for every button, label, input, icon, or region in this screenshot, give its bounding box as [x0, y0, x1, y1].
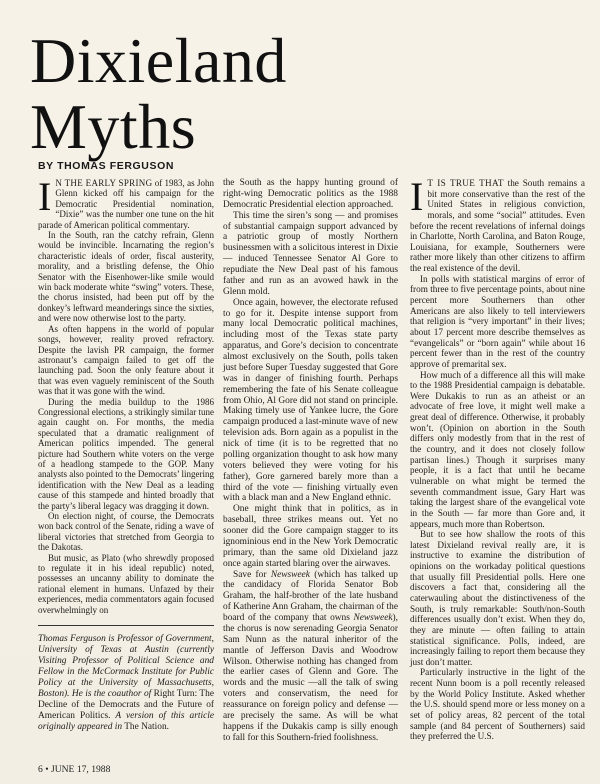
paragraph-text: the South remains a bit more conservative than the rest of the United States in religious conviction, morals, and some “social” attitudes. Even before the recent revelations of infernal doings in Charlotte, North Carolina, and Baton Rouge, Louisiana, for example, Southerners were rather more likely than other citizens to affirm the real existence of the devil.	[410, 178, 585, 274]
paragraph: Particularly instructive in the light of the recent Nunn boom is a poll recently released by the World Policy Institute. Asked whether the U.S. should spend more or less money on a set of policy areas, 82 percent of the total sample (and 84 percent of Southerners) said they preferred the U.S.	[410, 667, 585, 742]
page-number: 6	[38, 764, 43, 775]
book-title: Right Turn: The Decline of the Democrats and the Future of American Politics.	[38, 689, 214, 722]
paragraph-text: of 1983, as John Glenn kicked off his campaign for the Democratic Presidential nomination, “Dixie” was the number one tune on the hit parade of American political commentary.	[38, 178, 214, 230]
publication-name: The Nation.	[122, 722, 169, 733]
title-line-2: Myths	[30, 91, 197, 162]
paragraph: But to see how shallow the roots of this latest Dixieland revival really are, it is instructive to examine the distribution of opinions on the workaday political questions that usually fill Presidential polls. Here one discovers a fact that, considering all the caterwauling about the distinctiveness of the South, is truly remarkable: South/non-South differences usually don’t exist. When they do, they are minute — often failing to attain statistical significance. Polls, indeed, are increasingly failing to report them because they just don’t matter.	[410, 529, 586, 667]
paragraph	[410, 174, 585, 274]
paragraph: During the media buildup to the 1986 Congressional elections, a strikingly similar tune again caught on. For months, the media speculated that a dramatic realignment of American politics impended. The general picture had Southern white voters on the verge of a headlong stampede to the GOP. Many analysts also pointed to the Democrats’ lingering identification with the New Deal as a leading cause of this stampede and hinted broadly that the party’s liberal legacy was dragging it down.	[38, 396, 214, 511]
paragraph: the South as the happy hunting ground of right-wing Democratic politics as the 1988 Democratic Presidential election approached.	[223, 178, 398, 210]
drop-cap: I	[410, 174, 424, 219]
lead-in: N THE EARLY SPRING	[55, 178, 153, 188]
drop-cap: I	[38, 174, 52, 219]
paragraph: How much of a difference all this will make to the 1988 Presidential campaign is debatable. Were Dukakis to run as an atheist or an advocate of free love, it might well make a great deal of difference. Otherwise, it probably won’t. (Opinion on abortion in the South differs only modestly from that in the rest of the country, and it does not closely follow partisan lines.) Though it surprises many people, it is a fact that until he became vulnerable on what might be termed the seventh commandment issue, Gary Hart was taking the largest share of the evangelical vote in the South — far more than Gore and, it appears, much more than Robertson.	[410, 369, 585, 529]
paragraph: On election night, of course, the Democrats won back control of the Senate, riding a wave of liberal victories that stretched from Georgia to the Dakotas.	[38, 511, 214, 553]
paragraph	[223, 570, 398, 744]
paragraph-text: (which has talked up the candidacy of Florida Senator Bob Graham, the half-brother of the late husband of Katherine Ann Graham, the chairman of the board of the company that owns	[223, 569, 398, 623]
article-title	[30, 25, 287, 162]
column-1	[38, 174, 215, 733]
paragraph: But music, as Plato (who shrewdly proposed to regulate it in his ideal republic) noted, possesses an uncanny ability to dominate the rational element in humans. Unfazed by their experiences, media commentators again focused overwhelmingly on	[38, 552, 214, 615]
paragraph-text: ), the chorus is now serenading Georgia Senator Sam Nunn as the natural inheritor of the mantle of Jefferson Davis and Woodrow Wilson. Otherwise nothing has changed from the earlier cases of Glenn and Gore. The words and the music —all the talk of swing voters and conservatism, the need for reassurance on foreign policy and defense — are precisely the same. As will be what happens if the Dukakis camp is silly enough to fall for this Southern-fried foolishness.	[223, 613, 398, 743]
paragraph: In polls with statistical margins of error of from three to five percentage points, about nine percent more Southerners than other Americans are also likely to tell interviewers that religion is “very important” in their lives; about 17 percent more describe themselves as “evangelicals” or “born again” while about 16 percent fewer than in the rest of the country approve of premarital sex.	[410, 273, 585, 369]
paragraph: As often happens in the world of popular songs, however, reality proved refractory. Despite the lavish PR campaign, the former astronaut’s campaign failed to get off the launching pad. Soon the only feature about it that was even vaguely reminiscent of the South was that it was gone with the wind.	[38, 323, 214, 397]
paragraph: This time the siren’s song — and promises of substantial campaign support advanced by a patriotic group of mostly Northern businessmen with a solicitous interest in Dixie — induced Tennessee Senator Al Gore to repudiate the New Deal past of his famous father and run as an avowed hawk in the Glenn mold.	[223, 210, 398, 297]
lead-in: T IS TRUE THAT	[427, 178, 504, 188]
issue-date: JUNE 17, 1988	[50, 764, 111, 775]
paragraph	[38, 174, 214, 230]
publication-name: Newsweek	[353, 613, 393, 623]
paragraph: Once again, however, the electorate refused to go for it. Despite intense support from many local Democratic political machines, including most of the Texas state party apparatus, and Gore’s decision to concentrate almost exclusively on the South, polls taken just before Super Tuesday suggested that Gore was in danger of finishing fourth. Perhaps remembering the fate of his Senate colleague from Ohio, Al Gore did not stand on principle. Making timely use of Yankee lucre, the Gore campaign produced a last-minute wave of new television ads. Born again as a populist in the nick of time (it is to be regretted that no polling organization thought to ask how many voters believed they were voting for his father), Gore garnered barely more than a third of the vote — finishing virtually even with a black man and a New England ethnic.	[223, 297, 398, 504]
paragraph: In the South, ran the catchy refrain, Glenn would be invincible. Incarnating the region’s characteristic ideals of order, fiscal austerity, morality, and a bristling defense, the Ohio Senator with the Eisenhower-like smile would win back moderate white “swing” voters. These, the chorus insisted, had been put off by the donkey’s leftward meanderings since the sixties, and were now otherwise lost to the party.	[38, 230, 214, 324]
paragraph-text: Save for	[233, 569, 271, 580]
bleed-through-mark	[530, 86, 578, 126]
page-footer	[38, 764, 110, 775]
footer-separator: •	[45, 764, 49, 775]
author-bio	[38, 625, 214, 733]
paragraph: One might think that in politics, as in baseball, three strikes means out. Yet no sooner did the Gore campaign stagger to its ignominious end in the New York Democratic primary, than the same old Dixieland jazz once again started blaring over the airwaves.	[223, 504, 398, 569]
column-2	[223, 178, 398, 744]
bio-text: Thomas Ferguson is Professor of Government, University of Texas at Austin (currently Visiting Professor of Political Science and Fellow in the McCormack Institute for Public Policy at the University of Massachusetts, Boston). He is the coauthor of	[38, 634, 214, 700]
column-3	[410, 174, 586, 742]
title-line-1: Dixieland	[30, 25, 287, 96]
byline: BY THOMAS FERGUSON	[38, 160, 175, 172]
bio-text: A version of this article originally appeared in	[38, 711, 215, 733]
publication-name: Newsweek	[270, 569, 310, 580]
